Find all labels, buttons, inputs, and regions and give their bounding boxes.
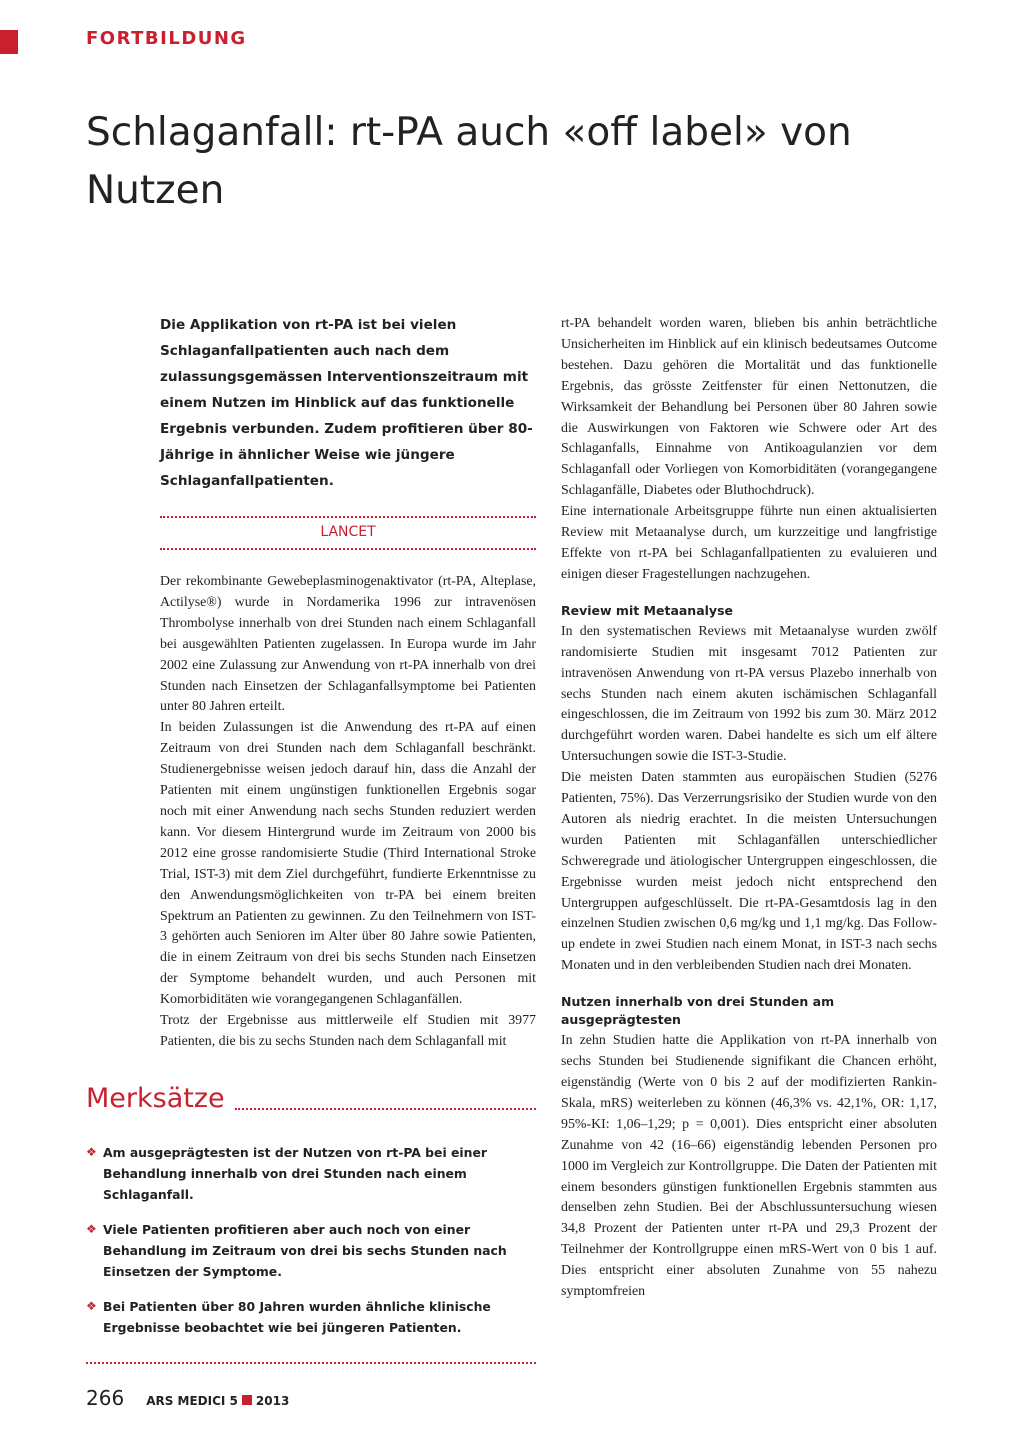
diamond-bullet-icon: ❖ [86,1145,97,1159]
square-separator-icon [242,1395,252,1405]
source-label: LANCET [320,524,376,540]
subheading-benefit: Nutzen innerhalb von drei Stunden am ausgeprägtesten [561,994,835,1028]
body-paragraph: Eine internationale Arbeitsgruppe führte nun einen aktualisierten Review mit Metaanalyse durch, um kurzzeitige und langfristige Effekte von rt-PA bei Schlaganfallpatienten zu evaluieren und einigen dieser Fragestellungen nachzugehen. [561,504,937,582]
merksaetze-box [86,1082,536,1364]
body-paragraph: In den systematischen Reviews mit Metaanalyse wurden zwölf randomisierte Studien mit insgesamt 7012 Patienten zur intravenösen Anwendung von rt-PA versus Plazebo innerhalb von sechs Stunden nach einem akuten ischämischen Schlaganfall eingeschlossen, die im Zeitraum von 1992 bis zum 30. März 2012 durchgeführt worden waren. Dabei handelte es sich um elf ältere Untersuchungen sowie die IST-3-Studie. [561,623,937,765]
list-item [86,1219,536,1282]
body-paragraph: Trotz der Ergebnisse aus mittlerweile elf Studien mit 3977 Patienten, die bis zu sechs Stunden nach dem Schlaganfall mit [160,1013,536,1049]
left-body-text [160,572,536,1053]
merksaetze-list [86,1142,536,1338]
list-item [86,1296,536,1338]
merksaetze-bottom-divider [86,1362,536,1364]
body-paragraph: In beiden Zulassungen ist die Anwendung des rt-PA auf einen Zeitraum von drei Stunden nach dem Schlaganfall beschränkt. Studienergebnisse weisen jedoch darauf hin, dass die Anzahl der Patienten mit einem ungünstigen funktionellen Ergebnis sogar noch mit einer Anwendung nach sechs Stunden reduziert werden kann. Vor diesem Hintergrund wurde im Zeitraum von 2000 bis 2012 eine grosse randomisierte Studie (Third International Stroke Trial, IST-3) mit dem Ziel durchgeführt, fundierte Erkenntnisse zu den Anwendungsmöglichkeiten von tr-PA bei einem breiten Spektrum an Patienten zu gewinnen. Zu den Teilnehmern von IST-3 gehörten auch Senioren im Alter über 80 Jahre sowie Patienten, die in einem Zeitraum von drei bis sechs Stunden nach Einsetzen der Symptome behandelt wurden, und auch Personen mit Komorbiditäten wie vorangegangenen Schlaganfällen. [160,720,536,1008]
journal-year: 2013 [255,1394,290,1408]
article-title: Schlaganfall: rt-PA auch «off label» von Nutzen [86,110,852,213]
journal-name: ARS MEDICI 5 [146,1394,238,1408]
page-number: 266 [86,1386,125,1410]
lead-paragraph: Die Applikation von rt-PA ist bei vielen Schlaganfallpatienten auch nach dem zulassungsgemässen Interventionszeitraum mit einem Nutzen im Hinblick auf das funktionelle Ergebnis verbunden. Zudem profitieren über 80-Jährige in ähnlicher Weise wie jüngere Schlaganfallpatienten. [160,317,533,489]
merksaetze-title: Merksätze [86,1083,225,1114]
left-column [160,312,536,1053]
merksaetze-divider [235,1108,536,1110]
merksatz-text: Bei Patienten über 80 Jahren wurden ähnliche klinische Ergebnisse beobachtet wie bei jüngeren Patienten. [103,1299,491,1335]
merksatz-text: Viele Patienten profitieren aber auch noch von einer Behandlung im Zeitraum von drei bis sechs Stunden nach Einsetzen der Symptome. [103,1222,507,1279]
subheading-review: Review mit Metaanalyse [561,602,733,618]
body-paragraph: In zehn Studien hatte die Applikation von rt-PA innerhalb von sechs Stunden bei Studienende signifikant die Chancen erhöht, eigenständig (Werte von 0 bis 2 auf der modifizierten Rankin-Skala, mRS) weiterleben zu können (46,3% vs. 42,1%, OR: 1,17, 95%-KI: 1,06–1,29; p = 0,001). Dies entspricht einer absoluten Zunahme von 42 (16–66) eigenständig lebenden Personen pro 1000 im Vergleich zur Kontrollgruppe. Die Daten der Patienten mit einem besonders günstigen funktionellen Ergebnis stammten aus denselben zehn Studien. Bei der Abschlussuntersuchung wiesen 34,8 Prozent der Patienten unter rt-PA und 29,3 Prozent der Teilnehmer der Kontrollgruppe einen mRS-Wert von 0 bis 1 auf. Dies entspricht einer absoluten Zunahme von 55 nahezu symptomfreien [561,1033,937,1300]
body-paragraph: rt-PA behandelt worden waren, blieben bis anhin beträchtliche Unsicherheiten im Hinblick auf ein klinisch bedeutsames Outcome bestehen. Dazu gehören die Mortalität und das funktionelle Ergebnis, das grösste Zeitfenster für einen Nettonutzen, die Wirksamkeit der Behandlung bei Personen über 80 Jahren sowie die Auswirkungen von Faktoren wie Schwere oder Art des Schlaganfalls, Einnahme von Antikoagulanzien vor dem Schlaganfall oder Vorliegen von Komorbiditäten (vorangegangene Schlaganfälle, Diabetes oder Bluthochdruck). [561,316,937,499]
right-column [561,314,937,1303]
merksatz-text: Am ausgeprägtesten ist der Nutzen von rt-PA bei einer Behandlung innerhalb von drei Stunden nach einem Schlaganfall. [103,1145,488,1202]
diamond-bullet-icon: ❖ [86,1222,97,1236]
diamond-bullet-icon: ❖ [86,1299,97,1313]
section-color-mark [0,30,18,54]
body-paragraph: Der rekombinante Gewebeplasminogenaktivator (rt-PA, Alteplase, Actilyse®) wurde in Nordamerika 1996 zur intravenösen Thrombolyse innerhalb von drei Stunden nach einem Schlaganfall bei ausgewählten Patienten zugelassen. In Europa wurde im Jahr 2002 eine Zulassung zur Anwendung von rt-PA innerhalb von drei Stunden nach Einsetzen der Schlaganfallsymptome bei Patienten unter 80 Jahren erteilt. [160,574,536,715]
list-item [86,1142,536,1205]
body-paragraph: Die meisten Daten stammten aus europäischen Studien (5276 Patienten, 75%). Das Verzerrungsrisiko der Studien wurde von den Autoren als niedrig erachtet. In die meisten Untersuchungen wurden Patienten mit Schlaganfällen unterschiedlicher Schweregrade und ätiologischer Untergruppen eingeschlossen, die Ergebnisse wurden meist jedoch nicht entsprechend den Untergruppen aufgeschlüsselt. Die rt-PA-Gesamtdosis lag in den einzelnen Studien zwischen 0,6 mg/kg und 1,1 mg/kg. Das Follow-up endete in zwei Studien nach einem Monat, in IST-3 nach sechs Monaten und in den verbleibenden Studien nach drei Monaten. [561,770,937,974]
merksaetze-header [86,1082,536,1116]
source-divider-bottom [160,548,536,550]
section-label: FORTBILDUNG [86,28,247,49]
page-footer [86,1386,289,1410]
